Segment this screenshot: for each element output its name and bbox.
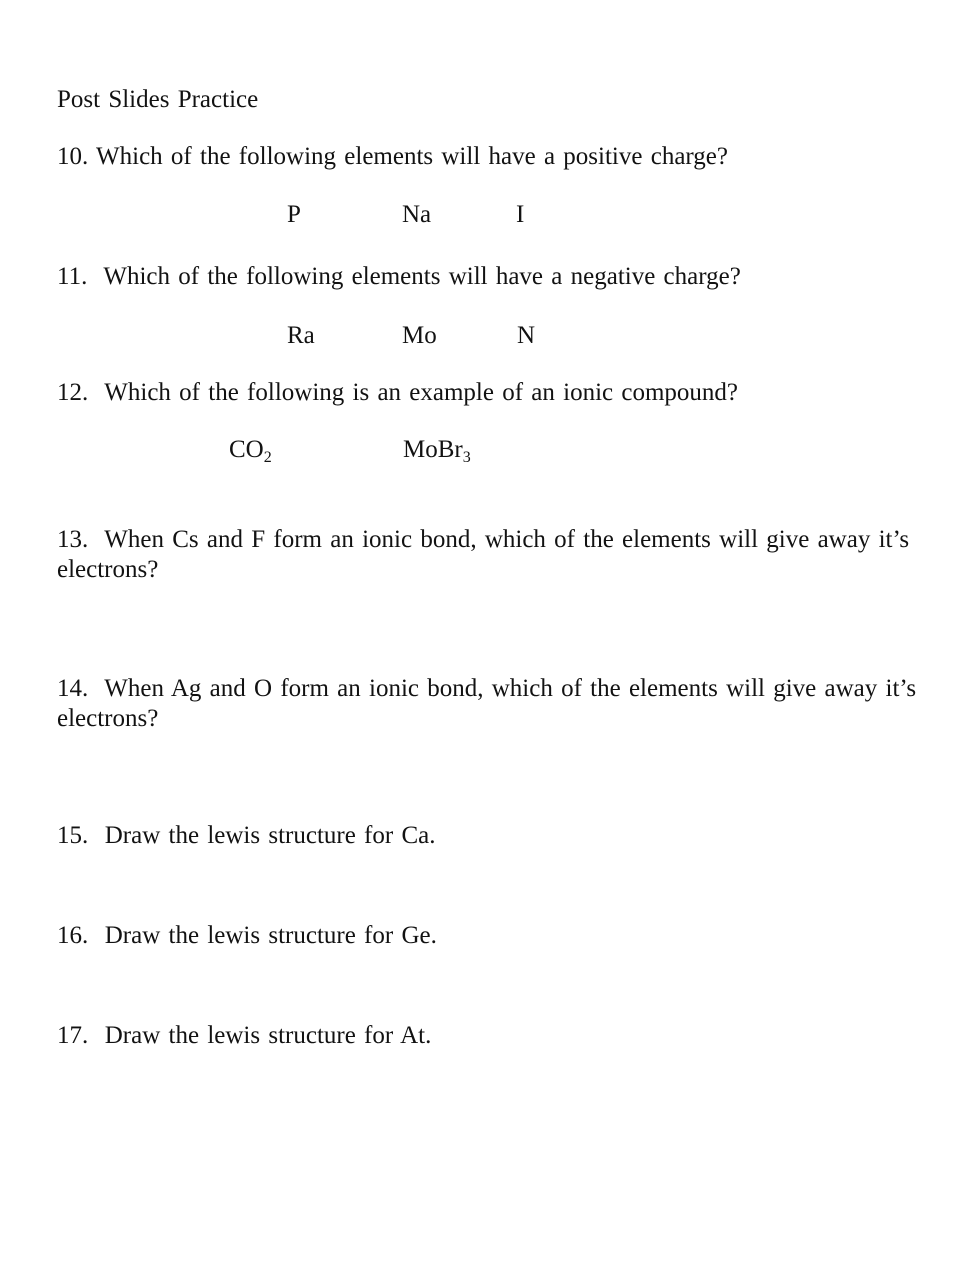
question-15: 15. Draw the lewis structure for Ca. bbox=[57, 822, 436, 849]
page-title: Post Slides Practice bbox=[57, 86, 259, 113]
option-co2-formula bbox=[229, 435, 272, 465]
option-i: I bbox=[516, 201, 525, 228]
option-ra: Ra bbox=[287, 322, 315, 349]
formula-base: MoBr bbox=[403, 436, 463, 463]
question-14: 14. When Ag and O form an ionic bond, which of the elements will give away it’s electrons? bbox=[57, 675, 925, 732]
question-17: 17. Draw the lewis structure for At. bbox=[57, 1022, 432, 1049]
question-11: 11. Which of the following elements will have a negative charge? bbox=[57, 263, 741, 290]
question-11-options bbox=[0, 321, 979, 351]
formula-base: CO bbox=[229, 436, 264, 463]
question-12-options bbox=[0, 435, 979, 465]
question-16: 16. Draw the lewis structure for Ge. bbox=[57, 922, 437, 949]
question-13: 13. When Cs and F form an ionic bond, which of the elements will give away it’s electrons? bbox=[57, 526, 918, 583]
option-n: N bbox=[517, 322, 536, 349]
question-10: 10. Which of the following elements will have a positive charge? bbox=[57, 143, 728, 170]
option-p: P bbox=[287, 201, 301, 228]
question-12: 12. Which of the following is an example of an ionic compound? bbox=[57, 379, 739, 406]
question-10-options bbox=[0, 200, 979, 230]
option-mobr3-formula bbox=[403, 435, 471, 465]
formula-subscript: 3 bbox=[462, 449, 471, 466]
formula-subscript: 2 bbox=[263, 449, 272, 466]
option-mo: Mo bbox=[402, 322, 437, 349]
option-na: Na bbox=[402, 201, 432, 228]
